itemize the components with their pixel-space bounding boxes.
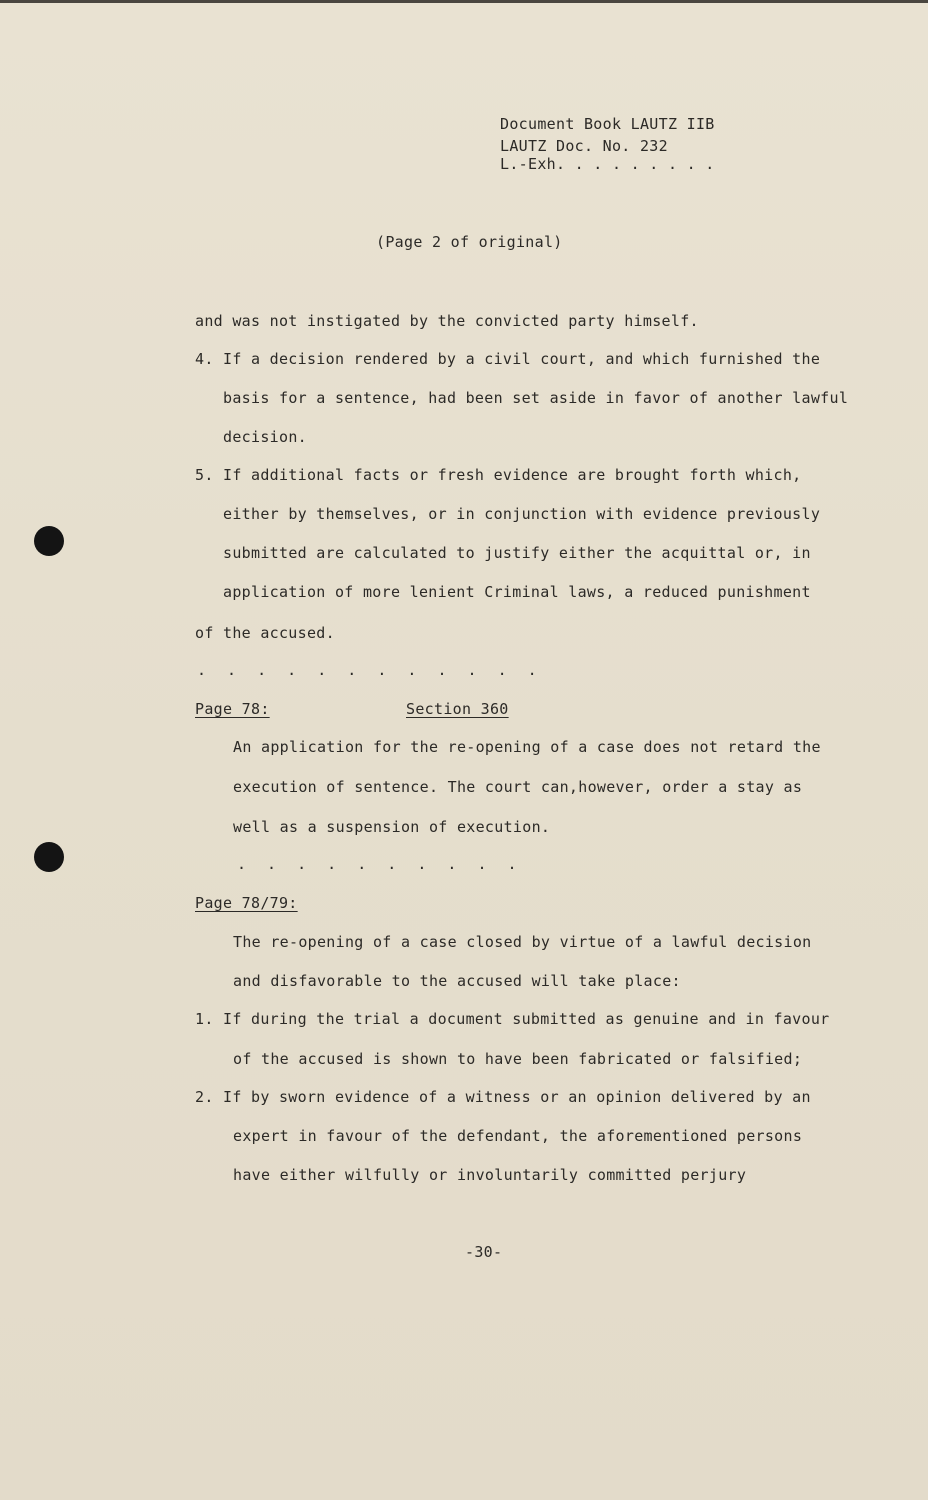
list-item-2-line: have either wilfully or involuntarily committed perjury: [233, 1166, 747, 1184]
list-item-4-line: 4. If a decision rendered by a civil court, and which furnished the: [195, 350, 821, 368]
page-78-heading: Page 78:: [195, 700, 270, 718]
paragraph-line: The re-opening of a case closed by virtue of a lawful decision: [233, 933, 812, 951]
header-document-book: Document Book LAUTZ IIB: [500, 115, 715, 133]
ellipsis-separator: . . . . . . . . . .: [237, 855, 523, 873]
section-360-line: well as a suspension of execution.: [233, 818, 551, 836]
list-item-4-line: basis for a sentence, had been set aside in favor of another lawful: [223, 389, 849, 407]
punch-hole-lower: [34, 842, 64, 872]
list-item-1-line: of the accused is shown to have been fabricated or falsified;: [233, 1050, 803, 1068]
list-item-2-line: expert in favour of the defendant, the aforementioned persons: [233, 1127, 803, 1145]
page-78-79-heading: Page 78/79:: [195, 894, 298, 912]
list-item-2-line: 2. If by sworn evidence of a witness or an opinion delivered by an: [195, 1088, 811, 1106]
section-360-line: An application for the re-opening of a case does not retard the: [233, 738, 821, 756]
paragraph-line: and disfavorable to the accused will take place:: [233, 972, 681, 990]
page-number: -30-: [465, 1243, 503, 1261]
ellipsis-separator: . . . . . . . . . . . .: [197, 661, 543, 679]
list-item-5-line: either by themselves, or in conjunction with evidence previously: [223, 505, 821, 523]
section-360-heading: Section 360: [406, 700, 509, 718]
section-360-line: execution of sentence. The court can,however, order a stay as: [233, 778, 803, 796]
list-item-5-line: of the accused.: [195, 624, 335, 642]
header-doc-number: LAUTZ Doc. No. 232: [500, 137, 668, 155]
list-item-5-line: application of more lenient Criminal laws, a reduced punishment: [223, 583, 811, 601]
punch-hole-upper: [34, 526, 64, 556]
list-item-4-line: decision.: [223, 428, 307, 446]
header-exhibit: L.-Exh. . . . . . . . .: [500, 155, 715, 173]
list-item-5-line: 5. If additional facts or fresh evidence are brought forth which,: [195, 466, 802, 484]
paragraph-line: and was not instigated by the convicted party himself.: [195, 312, 699, 330]
list-item-1-line: 1. If during the trial a document submitted as genuine and in favour: [195, 1010, 830, 1028]
page-reference: (Page 2 of original): [376, 233, 563, 251]
list-item-5-line: submitted are calculated to justify either the acquittal or, in: [223, 544, 811, 562]
